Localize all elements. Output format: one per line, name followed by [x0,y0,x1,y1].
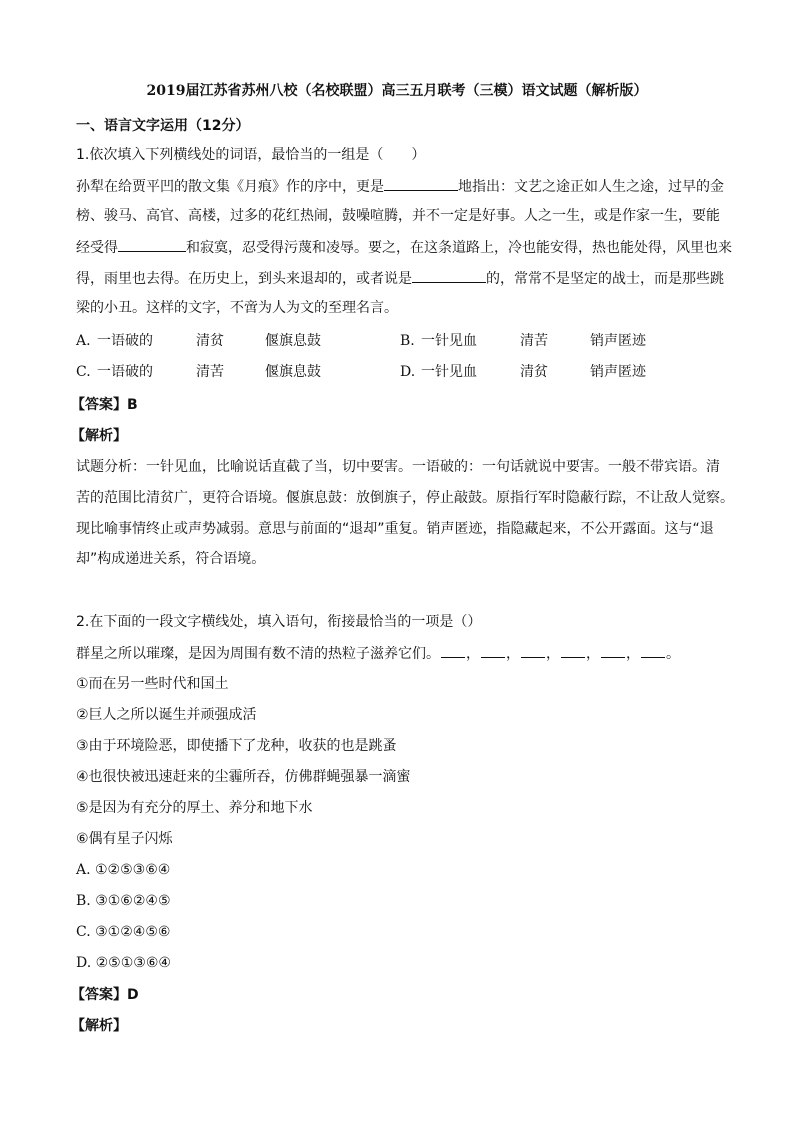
blank [384,176,458,191]
q1-passage-line-4 [76,268,726,289]
q1-option-letter: C. [76,364,91,380]
q1-option-word: 偃旗息鼓 [265,333,321,349]
q1-analysis-label: 【解析】 [71,428,127,444]
q1-text: 的，常常不是坚定的战士，而是那些跳 [486,271,724,287]
q2-analysis-label: 【解析】 [71,1018,127,1034]
q2-item: ②巨人之所以诞生并顽强成活 [76,707,257,723]
blank [521,643,545,658]
q2-text: 群星之所以璀璨，是因为周围有数不清的热粒子滋养它们。 [76,646,440,662]
blank [118,237,186,252]
q2-stem: 2.在下面的一段文字横线处，填入语句，衔接最恰当的一项是（） [76,614,482,630]
q2-sep: ， [626,646,640,662]
blank [412,268,486,283]
q1-text: 和寂寞，忍受得污蔑和凌辱。要之，在这条道路上，冷也能安得，热也能处得，风里也来 [186,240,732,256]
q1-option-word: 清贫 [196,333,224,349]
q1-option-word: 一语破的 [97,333,153,349]
q1-option-word: 清苦 [520,333,548,349]
q2-sep: ， [506,646,520,662]
q1-text: 经受得 [76,240,118,256]
q1-option-word: 销声匿迹 [590,364,646,380]
q1-passage-line-3 [76,237,732,258]
q1-passage-line-2: 榜、骏马、高官、高楼，过多的花红热闹，鼓噪喧腾，并不一定是好事。人之一生，或是作家一生，要能 [76,208,720,224]
q2-item: ⑥偶有星子闪烁 [76,831,173,847]
blank [481,643,505,658]
q1-option-word: 一语破的 [97,364,153,380]
q2-sep: ， [466,646,480,662]
q2-option: B. ③①⑥②④⑤ [76,893,171,909]
q2-item: ①而在另一些时代和国土 [76,676,229,692]
q1-option-letter: B. [400,333,415,349]
q1-stem: 1.依次填入下列横线处的词语，最恰当的一组是（ ） [76,147,426,163]
q2-item: ③由于环境险恶，即使播下了龙种，收获的也是跳蚤 [76,738,397,754]
blank [641,643,665,658]
blank [441,643,465,658]
q1-option-word: 清贫 [520,364,548,380]
q1-passage-line-5: 梁的小丑。这样的文字，不啻为人为文的至理名言。 [76,300,398,316]
q2-sep: ， [586,646,600,662]
q1-option-letter: A. [76,333,91,349]
q2-item: ⑤是因为有充分的厚土、养分和地下水 [76,800,313,816]
q2-passage [76,643,726,664]
q1-analysis-line: 现比喻事情终止或声势减弱。意思与前面的“退却”重复。销声匿迹，指隐藏起来，不公开露面。这与“退 [76,521,714,537]
blank [601,643,625,658]
q1-option-word: 偃旗息鼓 [265,364,321,380]
q1-text: 地指出：文艺之途正如人生之途，过早的金 [458,179,724,195]
q1-option-word: 一针见血 [421,364,477,380]
q1-analysis-line: 苦的范围比清贫广，更符合语境。偃旗息鼓：放倒旗子，停止敲鼓。原指行军时隐蔽行踪，不让敌人觉察。 [76,490,734,506]
q1-option-word: 一针见血 [421,333,477,349]
q2-sep: ， [546,646,560,662]
document-title: 2019届江苏省苏州八校（名校联盟）高三五月联考（三模）语文试题（解析版） [146,83,648,99]
q2-option: C. ③①②④⑤⑥ [76,924,171,940]
q1-option-word: 清苦 [196,364,224,380]
q2-answer: 【答案】D [71,987,139,1003]
q1-text: 得，雨里也去得。在历史上，到头来退却的，或者说是 [76,271,412,287]
q1-option-word: 销声匿迹 [590,333,646,349]
q1-passage-line-1 [76,176,726,197]
blank [561,643,585,658]
q1-analysis-line: 却”构成递进关系，符合语境。 [76,551,266,567]
q1-answer: 【答案】B [71,397,138,413]
q1-text: 孙犁在给贾平凹的散文集《月痕》作的序中，更是 [76,179,384,195]
q2-item: ④也很快被迅速赶来的尘霾所吞，仿佛群蝇强暴一滴蜜 [76,769,411,785]
q2-option: D. ②⑤①③⑥④ [76,955,171,971]
section-heading: 一、语言文字运用（12分） [76,118,250,134]
q2-option: A. ①②⑤③⑥④ [76,862,171,878]
q1-option-letter: D. [400,364,416,380]
q1-analysis-line: 试题分析：一针见血，比喻说话直截了当，切中要害。一语破的：一句话就说中要害。一般不带宾语。清 [76,459,720,475]
q2-end: 。 [666,646,680,662]
